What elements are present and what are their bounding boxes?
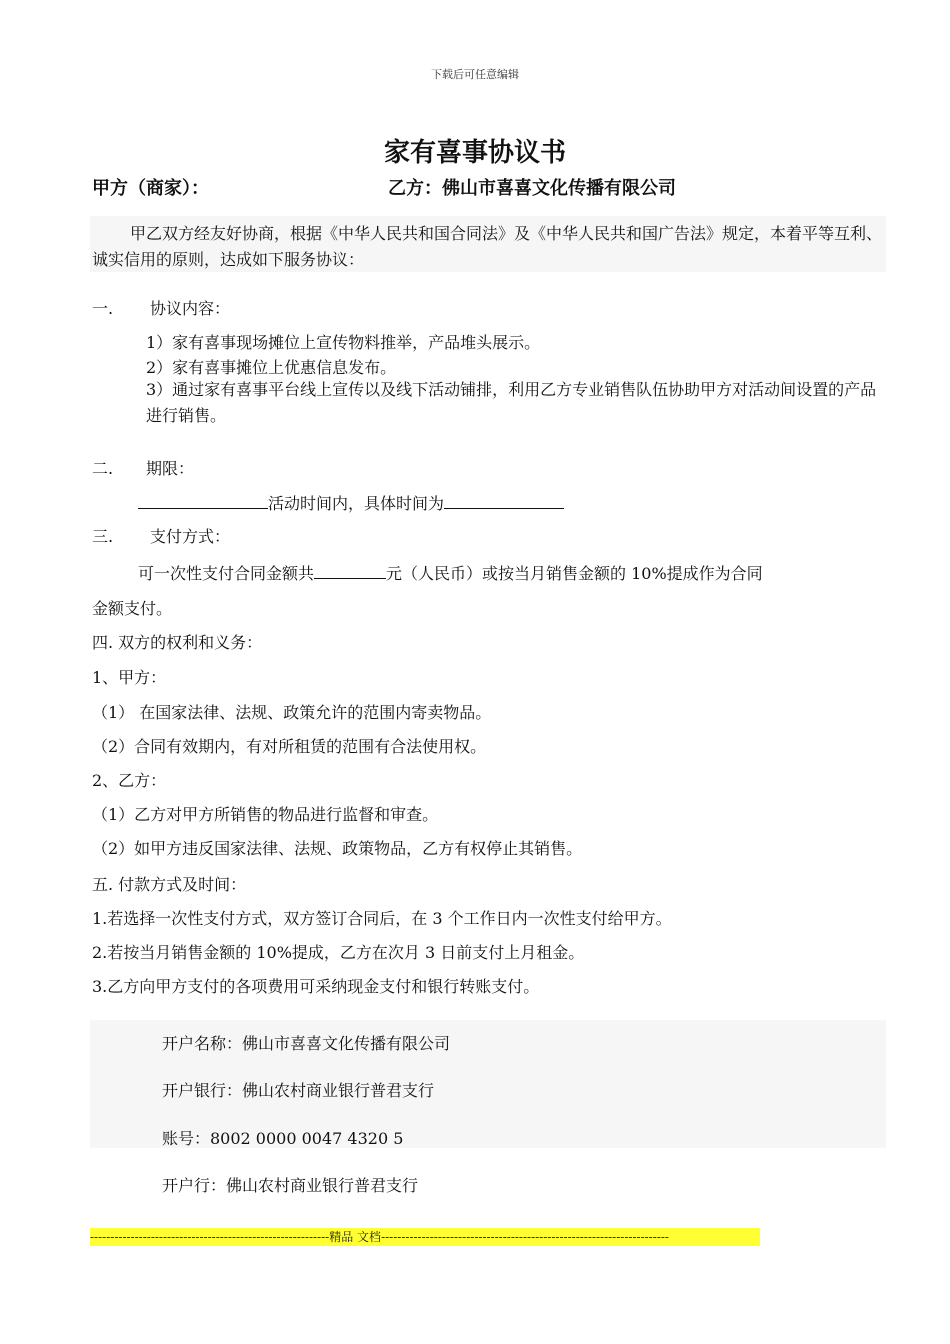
bank-account-number: 账号：8002 0000 0047 4320 5 (162, 1129, 404, 1148)
footer-label: 精品 文档 (329, 1230, 382, 1244)
term-blank-2[interactable] (444, 490, 564, 509)
section3-payment-line (138, 560, 763, 584)
section4-party-a-item-1: （1） 在国家法律、法规、政策允许的范围内寄卖物品。 (92, 703, 492, 722)
section5-item-3: 3.乙方向甲方支付的各项费用可采纳现金支付和银行转账支付。 (92, 977, 540, 996)
section4-party-a-label: 1、甲方： (92, 668, 167, 687)
section5-item-2: 2.若按当月销售金额的 10%提成，乙方在次月 3 日前支付上月租金。 (92, 943, 585, 962)
bank-account-name: 开户名称：佛山市喜喜文化传播有限公司 (162, 1034, 451, 1053)
bank-branch: 开户行：佛山农村商业银行普君支行 (162, 1176, 419, 1195)
payment-text-a: 可一次性支付合同金额共 (138, 564, 315, 583)
section5-item-1: 1.若选择一次性支付方式，双方签订合同后，在 3 个工作日内一次性支付给甲方。 (92, 909, 672, 928)
footer-bar (90, 1228, 760, 1246)
section2-term-line (138, 490, 564, 514)
section3-number: 三. (92, 527, 114, 546)
intro-paragraph: 甲乙双方经友好协商，根据《中华人民共和国合同法》及《中华人民共和国广告法》规定，本着平等互利、诚实信用的原则，达成如下服务协议： (92, 224, 883, 269)
document-title: 家有喜事协议书 (383, 138, 566, 168)
section4-party-b-item-2: （2）如甲方违反国家法律、法规、政策物品，乙方有权停止其销售。 (92, 839, 583, 858)
section4-party-b-item-1: （1）乙方对甲方所销售的物品进行监督和审查。 (92, 805, 439, 824)
section5-heading: 五. 付款方式及时间： (92, 875, 247, 894)
section1-item-3: 3）通过家有喜事平台线上宣传以及线下活动铺排，利用乙方专业销售队伍协助甲方对活动间设置的产品进行销售。 (146, 380, 877, 425)
section2-number: 二. (92, 459, 114, 478)
header-note: 下载后可任意编辑 (431, 68, 519, 81)
footer-dashes-right: ----------------------------------------------------------------------- (381, 1230, 669, 1244)
section4-party-a-item-2: （2）合同有效期内，有对所租赁的范围有合法使用权。 (92, 737, 487, 756)
section1-item-2: 2）家有喜事摊位上优惠信息发布。 (146, 358, 397, 377)
section4-party-b-label: 2、乙方： (92, 771, 167, 790)
section2-heading: 期限： (146, 459, 195, 478)
section4-heading: 四. 双方的权利和义务： (92, 633, 263, 652)
section1-heading: 协议内容： (150, 299, 231, 318)
bank-name: 开户银行：佛山农村商业银行普君支行 (162, 1081, 435, 1100)
payment-text-c: 金额支付。 (92, 599, 173, 618)
section3-heading: 支付方式： (150, 527, 231, 546)
term-blank-1[interactable] (138, 490, 268, 509)
party-b-label: 乙方：佛山市喜喜文化传播有限公司 (388, 178, 676, 199)
footer-dashes-left: ----------------------------------------------------------- (90, 1230, 330, 1244)
section1-number: 一. (92, 299, 114, 318)
section2-term-text: 活动时间内，具体时间为 (268, 494, 445, 513)
amount-blank[interactable] (314, 560, 386, 579)
payment-text-b: 元（人民币）或按当月销售金额的 10%提成作为合同 (386, 564, 763, 583)
section1-item-1: 1）家有喜事现场摊位上宣传物料推举，产品堆头展示。 (146, 333, 541, 352)
party-a-label: 甲方（商家）： (92, 178, 209, 199)
